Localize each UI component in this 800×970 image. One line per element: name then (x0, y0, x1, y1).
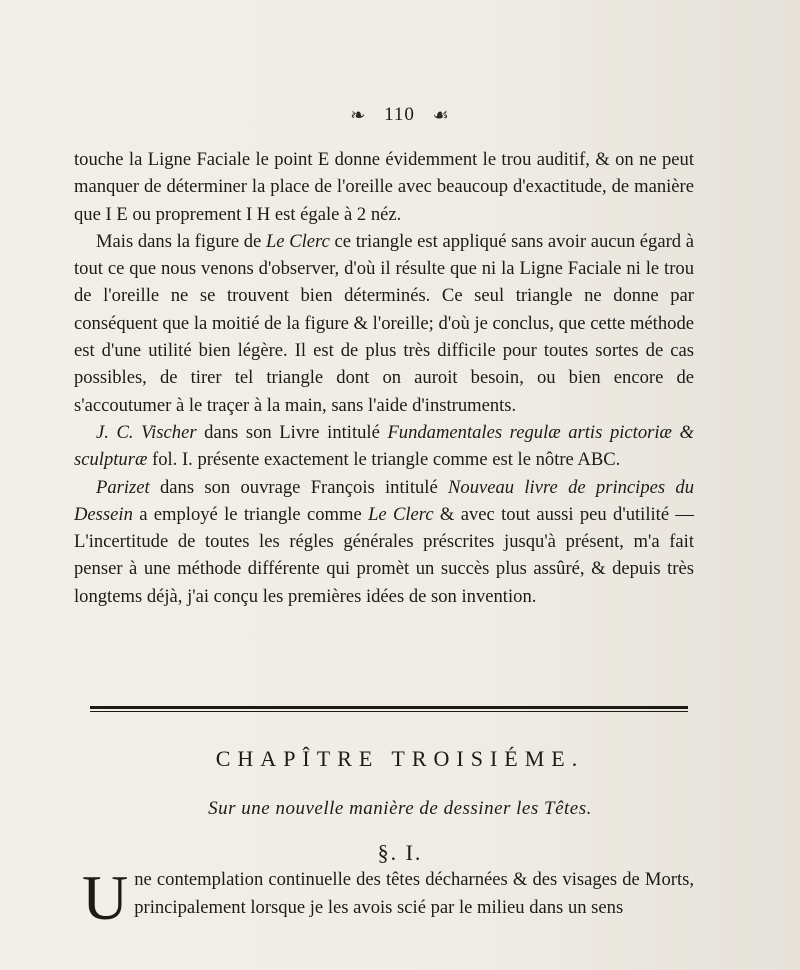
chapter-subtitle: Sur une nouvelle manière de dessiner les Têtes. (208, 798, 592, 819)
paragraph-1 (74, 146, 694, 228)
fleuron-right-icon: ☙ (432, 105, 450, 126)
author-name: J. C. Vischer (96, 421, 197, 443)
drop-cap: U (82, 862, 129, 933)
paragraph-3-text-b: fol. I. présente exactement le triangle comme est le nôtre ABC. (147, 449, 621, 471)
author-name: Le Clerc (265, 230, 330, 252)
main-text (74, 146, 694, 610)
paragraph-4-text-b: a employé le triangle comme (132, 503, 369, 525)
paragraph-4-text-a: dans son ouvrage François intitulé (149, 476, 448, 498)
paragraph-2 (74, 228, 694, 419)
page-number: 110 (384, 104, 415, 125)
paragraph-2-text-b: ce triangle est appliqué sans avoir aucun égard à tout ce que nous venons d'observer, d'où il résulte que ni la Ligne Faciale ni le trou de l'oreille ne se trouvent bien déterminés. Ce seul triangle ne donne par conséquent que la moitié de la figure & l'oreille; d'où je conclus, que cette méthode est d'une utilité bien légère. Il est de plus très difficile pour toutes sortes de cas possibles, de tirer tel triangle dont on auroit besoin, ou bien encore de s'accoutumer à le traçer à la main, sans l'aide d'instruments. (74, 230, 694, 416)
paragraph-1-text: touche la Ligne Faciale le point E donne évidemment le trou auditif, & on ne peut manquer de déterminer la place de l'oreille avec beaucoup d'exactitude, de manière que I E ou proprement I H est égale à 2 néz. (74, 149, 694, 225)
chapter-title: CHAPÎTRE TROISIÉME. (215, 746, 585, 771)
book-title: Fundamentales regulæ artis pictoriæ & sculpturæ (74, 421, 694, 471)
author-name: Le Clerc (368, 503, 434, 525)
paragraph-4-text-c: & avec tout aussi peu d'utilité — L'incertitude de toutes les régles générales préscrites jusqu'à présent, m'a fait penser à une méthode différente qui promèt un succès plus assûré, & depuis très longtems déjà, j'ai conçu les premières idées de son invention. (74, 503, 694, 607)
section-heading: §. I. (377, 840, 423, 865)
divider-thin (90, 711, 688, 712)
page-header (0, 104, 800, 126)
author-name: Parizet (96, 476, 150, 498)
section-paragraph: ne contemplation continuelle des têtes décharnées & des visages de Morts, principalement lorsque je les avois scié par le milieu dans un sens (134, 869, 694, 918)
section-text (82, 862, 694, 933)
divider-thick (90, 706, 688, 709)
paragraph-3-text-a: dans son Livre intitulé (196, 421, 388, 443)
paragraph-2-text-a: Mais dans la figure de (96, 230, 266, 252)
fleuron-left-icon: ❧ (350, 105, 367, 126)
book-title: Nouveau livre de principes du Dessein (74, 476, 694, 525)
paragraph-3 (74, 419, 694, 474)
paragraph-4 (74, 474, 694, 610)
